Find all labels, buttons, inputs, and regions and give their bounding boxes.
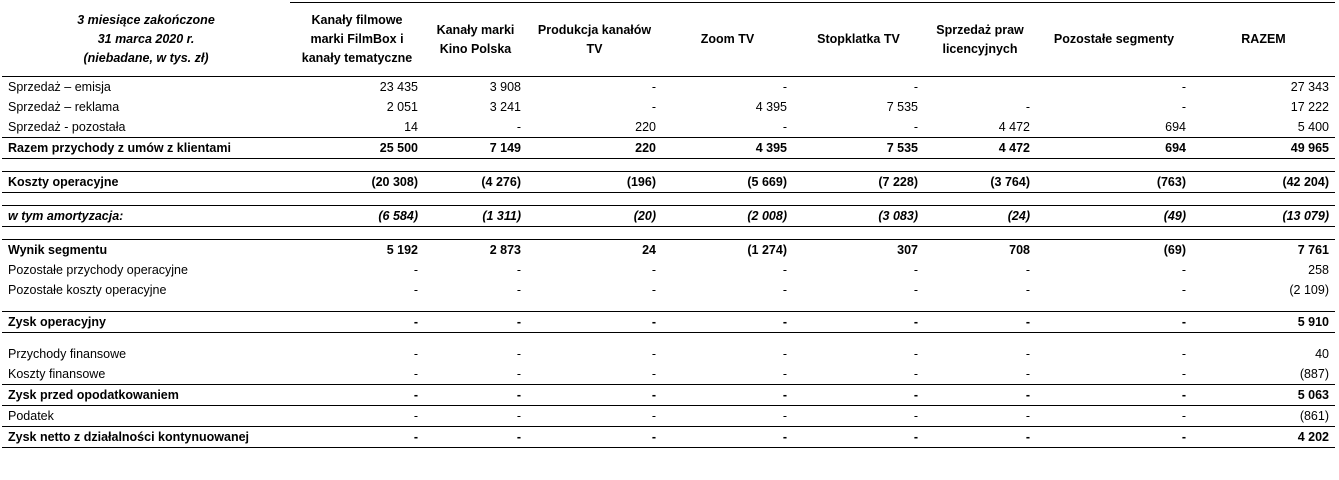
- value-cell: -: [782, 263, 787, 277]
- spacer-cell: [924, 227, 1036, 240]
- value-cell: 27 343: [1290, 80, 1329, 94]
- value-cell: (763): [1036, 172, 1192, 193]
- value-cell: 694: [1036, 138, 1192, 159]
- value-cell: (13 079): [1192, 206, 1335, 227]
- value-cell: 307: [793, 240, 924, 261]
- value-cell: 25 500: [290, 138, 424, 159]
- value-cell: -: [913, 80, 918, 94]
- table-row: [2, 344, 1335, 364]
- value-cell: -: [924, 385, 1036, 406]
- value-cell: -: [527, 312, 662, 333]
- spacer-cell: [2, 227, 290, 240]
- value-cell: -: [662, 312, 793, 333]
- spacer-cell: [527, 159, 662, 172]
- value-cell: -: [793, 312, 924, 333]
- value-cell: 4 472: [924, 138, 1036, 159]
- value-cell: (20): [527, 206, 662, 227]
- table-row: [2, 427, 1335, 448]
- value-cell: -: [1036, 312, 1192, 333]
- row-label: Zysk przed opodatkowaniem: [2, 385, 290, 406]
- value-cell: -: [924, 312, 1036, 333]
- spacer-cell: [424, 333, 527, 345]
- spacer-cell: [662, 193, 793, 206]
- spacer-cell: [424, 193, 527, 206]
- table-row: [2, 406, 1335, 427]
- value-cell: 708: [924, 240, 1036, 261]
- value-cell: 2 051: [386, 100, 418, 114]
- value-cell: -: [662, 427, 793, 448]
- value-cell: -: [1025, 100, 1030, 114]
- value-cell: 3 241: [489, 100, 521, 114]
- segment-table: [2, 2, 1335, 448]
- value-cell: (69): [1036, 240, 1192, 261]
- column-header: Produkcja kanałów TV: [527, 3, 662, 77]
- table-row: [2, 240, 1335, 261]
- value-cell: -: [290, 406, 424, 427]
- value-cell: 17 222: [1290, 100, 1329, 114]
- value-cell: -: [651, 263, 656, 277]
- table-row: [2, 77, 1335, 98]
- value-cell: -: [782, 120, 787, 134]
- value-cell: 7 149: [424, 138, 527, 159]
- value-cell: -: [424, 364, 527, 385]
- value-cell: 5 400: [1297, 120, 1329, 134]
- value-cell: (24): [924, 206, 1036, 227]
- value-cell: -: [424, 385, 527, 406]
- value-cell: -: [651, 347, 656, 361]
- row-label: Zysk netto z działalności kontynuowanej: [2, 427, 290, 448]
- value-cell: -: [1036, 385, 1192, 406]
- spacer-cell: [2, 159, 290, 172]
- row-label: Przychody finansowe: [8, 347, 127, 361]
- value-cell: (1 311): [424, 206, 527, 227]
- spacer-cell: [290, 159, 424, 172]
- table-body: [2, 77, 1335, 448]
- spacer-cell: [2, 300, 290, 312]
- value-cell: -: [1181, 347, 1186, 361]
- value-cell: -: [651, 80, 656, 94]
- spacer-cell: [290, 227, 424, 240]
- period-line: 31 marca 2020 r.: [97, 31, 195, 46]
- spacer-cell: [527, 193, 662, 206]
- row-label: Pozostałe przychody operacyjne: [8, 263, 188, 277]
- value-cell: -: [793, 427, 924, 448]
- value-cell: -: [1036, 427, 1192, 448]
- row-label: Sprzedaż – reklama: [8, 100, 120, 114]
- value-cell: (2 008): [662, 206, 793, 227]
- value-cell: -: [793, 406, 924, 427]
- spacer-cell: [290, 193, 424, 206]
- value-cell: -: [662, 364, 793, 385]
- value-cell: (1 274): [662, 240, 793, 261]
- column-header: Kanały filmowe marki FilmBox i kanały tematyczne: [290, 3, 424, 77]
- value-cell: (20 308): [290, 172, 424, 193]
- row-label: Pozostałe koszty operacyjne: [8, 283, 167, 297]
- spacer-cell: [290, 300, 424, 312]
- column-header: Kanały marki Kino Polska: [424, 3, 527, 77]
- table-row: [2, 260, 1335, 280]
- spacer-cell: [424, 159, 527, 172]
- spacer-cell: [924, 159, 1036, 172]
- value-cell: (6 584): [290, 206, 424, 227]
- value-cell: 5 192: [290, 240, 424, 261]
- value-cell: 258: [1308, 263, 1329, 277]
- value-cell: (4 276): [424, 172, 527, 193]
- value-cell: (2 109): [1289, 283, 1329, 297]
- spacer-cell: [924, 193, 1036, 206]
- value-cell: -: [1181, 283, 1186, 297]
- row-label: Razem przychody z umów z klientami: [2, 138, 290, 159]
- value-cell: -: [1036, 406, 1192, 427]
- table-row: [2, 206, 1335, 227]
- column-header: Stopklatka TV: [793, 3, 924, 77]
- value-cell: 4 202: [1192, 427, 1335, 448]
- segment-report: [2, 2, 1335, 448]
- value-cell: -: [516, 283, 521, 297]
- spacer-cell: [527, 333, 662, 345]
- value-cell: -: [527, 364, 662, 385]
- row-label: Podatek: [2, 406, 290, 427]
- period-description: [2, 3, 290, 77]
- spacer-cell: [424, 300, 527, 312]
- value-cell: (42 204): [1192, 172, 1335, 193]
- spacer-cell: [424, 227, 527, 240]
- spacer-cell: [527, 227, 662, 240]
- value-cell: -: [290, 385, 424, 406]
- value-cell: 4 472: [998, 120, 1030, 134]
- value-cell: 694: [1165, 120, 1186, 134]
- spacer-cell: [1036, 333, 1192, 345]
- value-cell: 40: [1315, 347, 1329, 361]
- header-row: [2, 3, 1335, 77]
- value-cell: -: [290, 427, 424, 448]
- value-cell: -: [1181, 263, 1186, 277]
- value-cell: -: [516, 347, 521, 361]
- spacer-cell: [662, 227, 793, 240]
- spacer-row: [2, 193, 1335, 206]
- value-cell: (3 083): [793, 206, 924, 227]
- value-cell: 7 535: [886, 100, 918, 114]
- value-cell: -: [913, 283, 918, 297]
- spacer-cell: [924, 300, 1036, 312]
- value-cell: -: [424, 427, 527, 448]
- value-cell: 7 535: [793, 138, 924, 159]
- value-cell: (861): [1192, 406, 1335, 427]
- value-cell: -: [516, 263, 521, 277]
- spacer-cell: [1192, 159, 1335, 172]
- spacer-cell: [793, 193, 924, 206]
- period-line: 3 miesiące zakończone: [77, 12, 215, 27]
- value-cell: -: [424, 406, 527, 427]
- value-cell: (887): [1192, 364, 1335, 385]
- value-cell: -: [413, 347, 418, 361]
- spacer-cell: [793, 333, 924, 345]
- column-header: Sprzedaż praw licencyjnych: [924, 3, 1036, 77]
- spacer-cell: [2, 333, 290, 345]
- row-label: Zysk operacyjny: [2, 312, 290, 333]
- value-cell: (5 669): [662, 172, 793, 193]
- value-cell: -: [516, 120, 521, 134]
- value-cell: 4 395: [755, 100, 787, 114]
- row-label: w tym amortyzacja:: [2, 206, 290, 227]
- value-cell: (3 764): [924, 172, 1036, 193]
- value-cell: 220: [527, 138, 662, 159]
- value-cell: 5 063: [1192, 385, 1335, 406]
- value-cell: 49 965: [1192, 138, 1335, 159]
- spacer-cell: [924, 333, 1036, 345]
- column-header: Zoom TV: [662, 3, 793, 77]
- value-cell: -: [651, 100, 656, 114]
- value-cell: -: [782, 347, 787, 361]
- row-label: Sprzedaż – emisja: [8, 80, 111, 94]
- value-cell: -: [793, 385, 924, 406]
- spacer-row: [2, 159, 1335, 172]
- spacer-row: [2, 333, 1335, 345]
- value-cell: -: [527, 406, 662, 427]
- spacer-cell: [1036, 193, 1192, 206]
- spacer-cell: [662, 333, 793, 345]
- value-cell: -: [662, 385, 793, 406]
- value-cell: [924, 77, 1036, 98]
- table-row: [2, 138, 1335, 159]
- value-cell: -: [782, 283, 787, 297]
- spacer-cell: [662, 300, 793, 312]
- value-cell: -: [924, 364, 1036, 385]
- value-cell: -: [1025, 283, 1030, 297]
- value-cell: -: [1181, 100, 1186, 114]
- table-row: [2, 172, 1335, 193]
- value-cell: -: [1036, 364, 1192, 385]
- value-cell: -: [793, 364, 924, 385]
- value-cell: -: [913, 347, 918, 361]
- spacer-cell: [793, 227, 924, 240]
- value-cell: 24: [527, 240, 662, 261]
- spacer-row: [2, 227, 1335, 240]
- value-cell: -: [1181, 80, 1186, 94]
- value-cell: 220: [635, 120, 656, 134]
- value-cell: -: [651, 283, 656, 297]
- value-cell: -: [913, 120, 918, 134]
- value-cell: 2 873: [424, 240, 527, 261]
- column-header: Pozostałe segmenty: [1036, 3, 1192, 77]
- value-cell: 5 910: [1192, 312, 1335, 333]
- value-cell: -: [527, 385, 662, 406]
- value-cell: 23 435: [379, 80, 418, 94]
- spacer-cell: [1192, 193, 1335, 206]
- spacer-cell: [2, 193, 290, 206]
- spacer-cell: [793, 159, 924, 172]
- value-cell: -: [913, 263, 918, 277]
- value-cell: -: [662, 406, 793, 427]
- value-cell: (7 228): [793, 172, 924, 193]
- column-header: RAZEM: [1192, 3, 1335, 77]
- value-cell: (49): [1036, 206, 1192, 227]
- table-row: [2, 280, 1335, 300]
- spacer-cell: [1192, 227, 1335, 240]
- spacer-cell: [1036, 227, 1192, 240]
- value-cell: -: [290, 364, 424, 385]
- spacer-cell: [1192, 333, 1335, 345]
- table-row: [2, 117, 1335, 138]
- row-label: Koszty operacyjne: [2, 172, 290, 193]
- value-cell: 14: [404, 120, 418, 134]
- spacer-cell: [1036, 159, 1192, 172]
- value-cell: -: [782, 80, 787, 94]
- value-cell: -: [1025, 263, 1030, 277]
- table-row: [2, 97, 1335, 117]
- value-cell: -: [290, 312, 424, 333]
- period-line: (niebadane, w tys. zł): [83, 50, 209, 65]
- value-cell: -: [424, 312, 527, 333]
- value-cell: -: [413, 263, 418, 277]
- spacer-cell: [1192, 300, 1335, 312]
- table-row: [2, 385, 1335, 406]
- value-cell: -: [527, 427, 662, 448]
- spacer-cell: [290, 333, 424, 345]
- value-cell: -: [924, 427, 1036, 448]
- value-cell: 4 395: [662, 138, 793, 159]
- row-label: Sprzedaż - pozostała: [8, 120, 126, 134]
- spacer-row: [2, 300, 1335, 312]
- value-cell: 7 761: [1192, 240, 1335, 261]
- spacer-cell: [1036, 300, 1192, 312]
- value-cell: -: [413, 283, 418, 297]
- value-cell: (196): [527, 172, 662, 193]
- value-cell: -: [924, 406, 1036, 427]
- value-cell: 3 908: [489, 80, 521, 94]
- row-label: Koszty finansowe: [2, 364, 290, 385]
- table-row: [2, 312, 1335, 333]
- spacer-cell: [662, 159, 793, 172]
- row-label: Wynik segmentu: [2, 240, 290, 261]
- spacer-cell: [527, 300, 662, 312]
- spacer-cell: [793, 300, 924, 312]
- table-row: [2, 364, 1335, 385]
- value-cell: -: [1025, 347, 1030, 361]
